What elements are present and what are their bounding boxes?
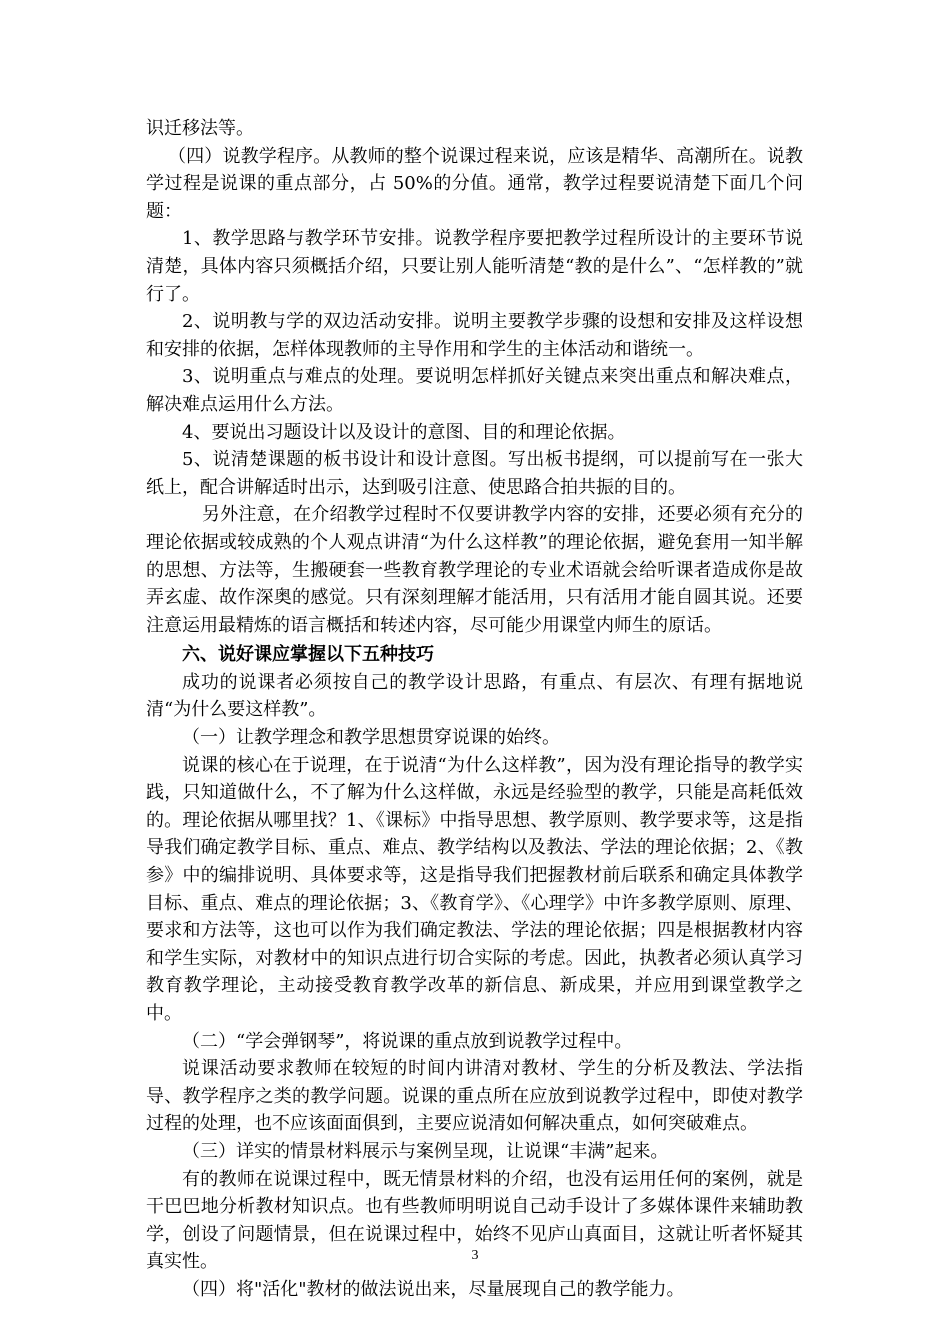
section-heading-six: 六、说好课应掌握以下五种技巧 bbox=[182, 644, 434, 666]
paragraph-skill-2-title: （二）“学会弹钢琴”，将说课的重点放到说教学过程中。 bbox=[182, 1030, 633, 1052]
paragraph-intro-skills: 成功的说课者必须按自己的教学设计思路，有重点、有层次、有理有据地说清“为什么要这样教”。 bbox=[146, 671, 803, 721]
paragraph-skill-1-body: 说课的核心在于说理，在于说清“为什么这样教”，因为没有理论指导的教学实践，只知道做什么，不了解为什么这样做，永远是经验型的教学，只能是高耗低效的。理论依据从哪里找？1、《课标》中指导思想、教学原则、教学要求等，这是指导我们确定教学目标、重点、难点、教学结构以及教法、学法的理论依据；2、《教参》中的编排说明、具体要求等，这是指导我们把握教材前后联系和确定具体教学目标、重点、难点的理论依据；3、《教育学》、《心理学》中许多教学原则、原理、要求和方法等，这也可以作为我们确定教法、学法的理论依据；四是根据教材内容和学生实际，对教材中的知识点进行切合实际的考虑。因此，执教者必须认真学习教育教学理论，主动接受教育教学改革的新信息、新成果，并应用到课堂教学之中。 bbox=[146, 754, 803, 1024]
paragraph-item-5: 5、说清楚课题的板书设计和设计意图。写出板书提纲，可以提前写在一张大纸上，配合讲解适时出示，达到吸引注意、使思路合拍共振的目的。 bbox=[146, 449, 803, 498]
paragraph-teaching-procedure: （四）说教学程序。从教师的整个说课过程来说，应该是精华、高潮所在。说教学过程是说课的重点部分，占 50%的分值。通常，教学过程要说清楚下面几个问题： bbox=[146, 145, 803, 222]
paragraph-skill-2-body: 说课活动要求教师在较短的时间内讲清对教材、学生的分析及教法、学法指导、教学程序之类的教学问题。说课的重点所在应放到说教学过程中，即使对教学过程的处理，也不应该面面俱到，主要应说清如何解决重点，如何突破难点。 bbox=[146, 1058, 803, 1135]
paragraph-skill-3-body: 有的教师在说课过程中，既无情景材料的介绍，也没有运用任何的案例，就是干巴巴地分析教材知识点。也有些教师明明说自己动手设计了多媒体课件来辅助教学，创设了问题情景，但在说课过程中，始终不见庐山真面目，这就让听者怀疑其真实性。 bbox=[146, 1168, 803, 1273]
paragraph-item-3: 3、说明重点与难点的处理。要说明怎样抓好关键点来突出重点和解决难点，解决难点运用什么方法。 bbox=[146, 366, 803, 415]
page-number: 3 bbox=[471, 1248, 479, 1263]
paragraph-item-1: 1、教学思路与教学环节安排。说教学程序要把教学过程所设计的主要环节说清楚，具体内容只须概括介绍，只要让别人能听清楚“教的是什么”、“怎样教的”就行了。 bbox=[146, 228, 803, 305]
paragraph-skill-1-title: （一）让教学理念和教学思想贯穿说课的始终。 bbox=[182, 727, 560, 749]
paragraph-continuation: 识迁移法等。 bbox=[146, 118, 254, 139]
paragraph-skill-4-title: （四）将"活化"教材的做法说出来，尽量展现自己的教学能力。 bbox=[182, 1278, 685, 1300]
paragraph-skill-3-title: （三）详实的情景材料展示与案例呈现，让说课“丰满”起来。 bbox=[182, 1140, 669, 1162]
paragraph-note: 另外注意，在介绍教学过程时不仅要讲教学内容的安排，还要必须有充分的理论依据或较成熟的个人观点讲清“为什么这样教”的理论依据，避免套用一知半解的思想、方法等，生搬硬套一些教育教学理论的专业术语就会给听课者造成你是故弄玄虚、故作深奥的感觉。只有深刻理解才能活用，只有活用才能自圆其说。还要注意运用最精炼的语言概括和转述内容，尽可能少用课堂内师生的原话。 bbox=[146, 504, 803, 636]
paragraph-item-4: 4、要说出习题设计以及设计的意图、目的和理论依据。 bbox=[182, 421, 626, 443]
document-body bbox=[146, 115, 803, 1304]
paragraph-item-2: 2、说明教与学的双边活动安排。说明主要教学步骤的设想和安排及这样设想和安排的依据，怎样体现教师的主导作用和学生的主体活动和谐统一。 bbox=[146, 311, 803, 360]
